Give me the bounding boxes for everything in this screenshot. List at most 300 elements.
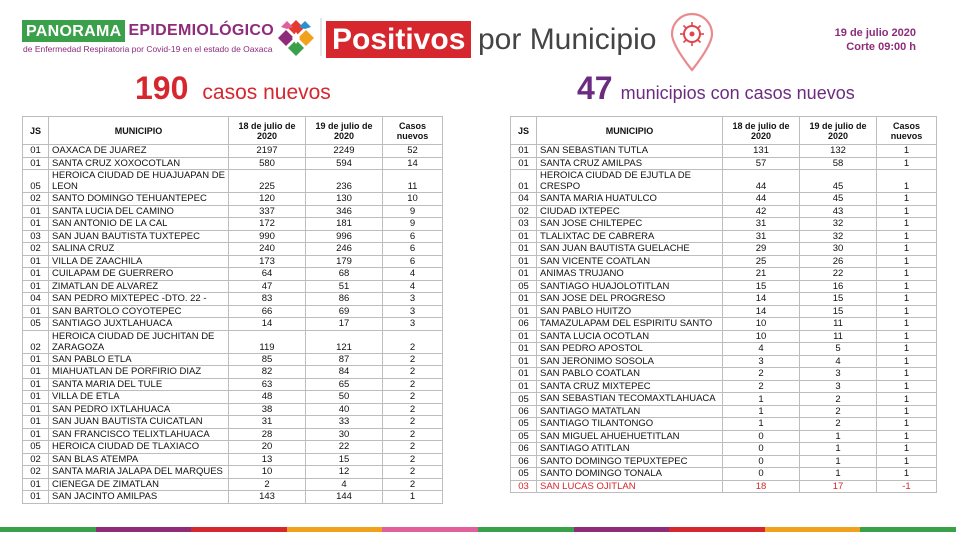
cell-casos: 1 (877, 393, 937, 406)
new-cases-number: 190 (135, 70, 189, 106)
table-row (511, 293, 937, 306)
cell-casos: 1 (877, 268, 937, 281)
table-row (511, 355, 937, 368)
cell-d18: 580 (229, 157, 306, 170)
cell-municipio: CIENEGA DE ZIMATLAN (49, 478, 229, 491)
cell-municipio: SANTIAGO TILANTONGO (537, 418, 723, 431)
cell-d18: 82 (229, 366, 306, 379)
table-row (23, 416, 443, 429)
cell-municipio: MIAHUATLAN DE PORFIRIO DIAZ (49, 366, 229, 379)
cell-d19: 51 (306, 280, 383, 293)
table-body-right (511, 145, 937, 493)
table-row (23, 391, 443, 404)
cell-d19: 130 (306, 193, 383, 206)
cell-d18: 48 (229, 391, 306, 404)
cell-d19: 86 (306, 293, 383, 306)
cell-d18: 38 (229, 403, 306, 416)
cell-municipio: SANTA LUCIA OCOTLAN (537, 330, 723, 343)
cell-d18: 64 (229, 268, 306, 281)
cell-municipio: SAN PEDRO APOSTOL (537, 343, 723, 356)
cell-casos: 2 (383, 378, 443, 391)
cell-casos: 2 (383, 478, 443, 491)
cell-js: 01 (511, 380, 537, 393)
cell-municipio: SAN PEDRO IXTLAHUACA (49, 403, 229, 416)
cell-d19: 2 (800, 405, 877, 418)
cell-js: 01 (511, 293, 537, 306)
table-row (511, 205, 937, 218)
cell-d19: 996 (306, 230, 383, 243)
report-cut: Corte 09:00 h (846, 41, 916, 53)
cell-d19: 84 (306, 366, 383, 379)
cell-d18: 85 (229, 353, 306, 366)
table-row (511, 193, 937, 206)
cell-js: 05 (511, 280, 537, 293)
cell-d18: 2 (229, 478, 306, 491)
cell-casos: 9 (383, 218, 443, 231)
cell-casos: 1 (877, 293, 937, 306)
cell-d19: 40 (306, 403, 383, 416)
cell-casos: 1 (877, 193, 937, 206)
title-por-municipio: por Municipio (478, 23, 657, 56)
cell-d19: 4 (306, 478, 383, 491)
cell-d19: 1 (800, 455, 877, 468)
cell-js: 06 (511, 405, 537, 418)
table-row (511, 145, 937, 158)
cell-d18: 2 (723, 368, 800, 381)
table-row (23, 218, 443, 231)
brand-subtitle: de Enfermedad Respiratoria por Covid-19 en el estado de Oaxaca (23, 44, 273, 54)
cell-d18: 18 (723, 480, 800, 493)
cell-js: 01 (23, 478, 49, 491)
report-date: 19 de julio 2020 (834, 27, 916, 39)
cell-casos: 1 (877, 145, 937, 158)
cell-municipio: CUILAPAM DE GUERRERO (49, 268, 229, 281)
cell-js: 01 (23, 268, 49, 281)
cell-d19: 3 (800, 368, 877, 381)
table-row (23, 403, 443, 416)
cell-municipio: SAN JUAN BAUTISTA TUXTEPEC (49, 230, 229, 243)
cell-d18: 10 (723, 330, 800, 343)
cell-js: 01 (511, 157, 537, 170)
cell-d18: 173 (229, 255, 306, 268)
table-row (23, 230, 443, 243)
cell-d19: 121 (306, 330, 383, 353)
cell-d18: 42 (723, 205, 800, 218)
cell-casos: 14 (383, 157, 443, 170)
cell-municipio: CIUDAD IXTEPEC (537, 205, 723, 218)
cell-d19: 12 (306, 466, 383, 479)
cell-js: 01 (511, 330, 537, 343)
cell-d19: 15 (800, 293, 877, 306)
cell-d19: 50 (306, 391, 383, 404)
cell-js: 03 (23, 230, 49, 243)
brand-epidemiologico: EPIDEMIOLÓGICO (128, 22, 274, 39)
cell-municipio: HEROICA CIUDAD DE JUCHITAN DE ZARAGOZA (49, 330, 229, 353)
cell-municipio: SANTO DOMINGO TEHUANTEPEC (49, 193, 229, 206)
header-19-julio: 19 de julio de 2020 (306, 117, 383, 145)
cell-js: 01 (23, 366, 49, 379)
table-row (23, 293, 443, 306)
cell-municipio: SANTO DOMINGO TONALA (537, 468, 723, 481)
cell-d19: 17 (306, 318, 383, 331)
cell-d19: 33 (306, 416, 383, 429)
municipality-table-right (510, 116, 937, 493)
cell-d18: 13 (229, 453, 306, 466)
new-cases-stat (135, 70, 331, 107)
table-row (23, 330, 443, 353)
cell-d18: 4 (723, 343, 800, 356)
cell-js: 02 (23, 243, 49, 256)
table-row (23, 243, 443, 256)
table-row (23, 157, 443, 170)
cell-js: 05 (23, 441, 49, 454)
cell-d18: 1 (723, 405, 800, 418)
cell-js: 05 (23, 170, 49, 193)
cell-d19: 2249 (306, 145, 383, 158)
cell-casos: 4 (383, 280, 443, 293)
cell-casos: 52 (383, 145, 443, 158)
cell-municipio: SAN VICENTE COATLAN (537, 255, 723, 268)
cell-d19: 181 (306, 218, 383, 231)
cell-d18: 2197 (229, 145, 306, 158)
cell-municipio: SAN PABLO ETLA (49, 353, 229, 366)
cell-d18: 3 (723, 355, 800, 368)
cell-d18: 14 (723, 305, 800, 318)
cell-casos: 1 (877, 418, 937, 431)
cell-d18: 25 (723, 255, 800, 268)
header-casos-nuevos: Casos nuevos (383, 117, 443, 145)
cell-d19: 2 (800, 418, 877, 431)
table-header-row (511, 117, 937, 145)
cell-d18: 21 (723, 268, 800, 281)
cell-d18: 29 (723, 243, 800, 256)
cell-d19: 179 (306, 255, 383, 268)
municipalities-number: 47 (577, 70, 613, 106)
cell-municipio: SAN JUAN BAUTISTA CUICATLAN (49, 416, 229, 429)
table-row (23, 305, 443, 318)
date-info (835, 26, 916, 54)
cell-d19: 1 (800, 430, 877, 443)
cell-municipio: SAN ANTONIO DE LA CAL (49, 218, 229, 231)
cell-casos: 1 (877, 280, 937, 293)
table-row (23, 268, 443, 281)
cell-d19: 1 (800, 468, 877, 481)
cell-municipio: SANTA MARIA JALAPA DEL MARQUES (49, 466, 229, 479)
cell-js: 01 (511, 145, 537, 158)
cell-d18: 57 (723, 157, 800, 170)
cell-municipio: SAN BARTOLO COYOTEPEC (49, 305, 229, 318)
cell-js: 01 (23, 157, 49, 170)
cell-d19: 17 (800, 480, 877, 493)
cell-js: 05 (511, 430, 537, 443)
cell-casos: 2 (383, 403, 443, 416)
cell-d18: 66 (229, 305, 306, 318)
cell-d19: 3 (800, 380, 877, 393)
cell-casos: 10 (383, 193, 443, 206)
cell-js: 01 (23, 255, 49, 268)
cell-municipio: SAN MIGUEL AHUEHUETITLAN (537, 430, 723, 443)
cell-d19: 22 (800, 268, 877, 281)
cell-d19: 65 (306, 378, 383, 391)
cell-d18: 0 (723, 455, 800, 468)
cell-casos: 6 (383, 243, 443, 256)
cell-js: 01 (511, 243, 537, 256)
cell-js: 01 (511, 305, 537, 318)
cell-d18: 28 (229, 428, 306, 441)
cell-municipio: SAN JUAN BAUTISTA GUELACHE (537, 243, 723, 256)
cell-d18: 0 (723, 430, 800, 443)
table-row (23, 478, 443, 491)
table-row (511, 170, 937, 193)
table-body-left (23, 145, 443, 504)
cell-js: 02 (23, 466, 49, 479)
cell-d18: 2 (723, 380, 800, 393)
cell-d19: 132 (800, 145, 877, 158)
header-js: JS (23, 117, 49, 145)
cell-d19: 4 (800, 355, 877, 368)
cell-municipio: SANTA LUCIA DEL CAMINO (49, 205, 229, 218)
table-row (511, 243, 937, 256)
cell-js: 06 (511, 318, 537, 331)
cell-d18: 120 (229, 193, 306, 206)
cell-municipio: SANTA MARIA DEL TULE (49, 378, 229, 391)
cell-js: 05 (23, 318, 49, 331)
cell-d18: 31 (723, 218, 800, 231)
cell-casos: 1 (877, 343, 937, 356)
cell-d18: 0 (723, 468, 800, 481)
cell-d18: 10 (229, 466, 306, 479)
table-row (511, 405, 937, 418)
cell-casos: 1 (877, 157, 937, 170)
cell-municipio: ZIMATLAN DE ALVAREZ (49, 280, 229, 293)
cell-municipio: ANIMAS TRUJANO (537, 268, 723, 281)
cell-d18: 44 (723, 193, 800, 206)
cell-js: 01 (511, 343, 537, 356)
cell-d19: 2 (800, 393, 877, 406)
table-row (23, 145, 443, 158)
cell-casos: 1 (877, 318, 937, 331)
cell-municipio: SAN PEDRO MIXTEPEC -DTO. 22 - (49, 293, 229, 306)
cell-municipio: SAN JACINTO AMILPAS (49, 491, 229, 504)
cell-js: 01 (23, 280, 49, 293)
table-row (23, 491, 443, 504)
cell-js: 05 (511, 393, 537, 406)
title-positivos: Positivos (326, 21, 471, 58)
cell-municipio: SANTA CRUZ XOXOCOTLAN (49, 157, 229, 170)
table-row (23, 170, 443, 193)
brand-logo (22, 20, 274, 54)
cell-municipio: HEROICA CIUDAD DE TLAXIACO (49, 441, 229, 454)
cell-d18: 63 (229, 378, 306, 391)
cell-d19: 32 (800, 230, 877, 243)
cell-casos: 2 (383, 466, 443, 479)
cell-js: 03 (511, 480, 537, 493)
cell-d19: 11 (800, 330, 877, 343)
virus-location-pin-icon (668, 12, 716, 74)
cell-d19: 32 (800, 218, 877, 231)
cell-municipio: SAN LUCAS OJITLAN (537, 480, 723, 493)
table-row (511, 218, 937, 231)
cell-casos: 2 (383, 416, 443, 429)
municipality-table-left (22, 116, 443, 504)
cell-casos: 1 (877, 218, 937, 231)
cell-d19: 26 (800, 255, 877, 268)
cell-municipio: VILLA DE ZAACHILA (49, 255, 229, 268)
cell-js: 05 (511, 418, 537, 431)
cell-js: 01 (23, 391, 49, 404)
table-row (23, 378, 443, 391)
cell-municipio: TLALIXTAC DE CABRERA (537, 230, 723, 243)
cell-municipio: SANTA MARIA HUATULCO (537, 193, 723, 206)
table-row (511, 330, 937, 343)
header-municipio: MUNICIPIO (49, 117, 229, 145)
municipalities-label: municipios con casos nuevos (620, 83, 855, 103)
table-row (511, 157, 937, 170)
cell-casos: 1 (877, 243, 937, 256)
cell-casos: 1 (877, 230, 937, 243)
cell-js: 01 (511, 368, 537, 381)
table-row (23, 366, 443, 379)
cell-d19: 30 (306, 428, 383, 441)
cell-d18: 990 (229, 230, 306, 243)
cell-casos: 2 (383, 428, 443, 441)
cell-js: 03 (511, 218, 537, 231)
table-row (511, 268, 937, 281)
brand-panorama: PANORAMA (22, 20, 125, 42)
cell-municipio: SAN JOSE DEL PROGRESO (537, 293, 723, 306)
cell-municipio: SANTIAGO ATITLAN (537, 443, 723, 456)
cell-municipio: HEROICA CIUDAD DE EJUTLA DE CRESPO (537, 170, 723, 193)
cell-d18: 1 (723, 393, 800, 406)
bottom-color-bar (0, 527, 956, 532)
table-row (23, 255, 443, 268)
cell-d18: 15 (723, 280, 800, 293)
cell-d19: 11 (800, 318, 877, 331)
cell-d18: 47 (229, 280, 306, 293)
cell-d19: 68 (306, 268, 383, 281)
table-row (511, 318, 937, 331)
cell-casos: 9 (383, 205, 443, 218)
table-row (511, 280, 937, 293)
cell-casos: 2 (383, 441, 443, 454)
table-row (23, 453, 443, 466)
cell-casos: 1 (877, 170, 937, 193)
cell-d19: 45 (800, 170, 877, 193)
cell-d18: 31 (723, 230, 800, 243)
cell-municipio: OAXACA DE JUAREZ (49, 145, 229, 158)
cell-d19: 1 (800, 443, 877, 456)
header-18-julio: 18 de julio de 2020 (723, 117, 800, 145)
cell-d19: 16 (800, 280, 877, 293)
cell-casos: 2 (383, 353, 443, 366)
cell-d18: 44 (723, 170, 800, 193)
cell-municipio: SAN BLAS ATEMPA (49, 453, 229, 466)
cell-municipio: SANTA CRUZ AMILPAS (537, 157, 723, 170)
cell-js: 01 (23, 378, 49, 391)
cell-casos: 4 (383, 268, 443, 281)
cell-d18: 14 (229, 318, 306, 331)
cell-municipio: SANTIAGO MATATLAN (537, 405, 723, 418)
cell-casos: 1 (877, 430, 937, 443)
table-row (511, 430, 937, 443)
cell-casos: 1 (877, 305, 937, 318)
cell-js: 04 (511, 193, 537, 206)
cell-casos: 1 (877, 468, 937, 481)
cell-municipio: SANTO DOMINGO TEPUXTEPEC (537, 455, 723, 468)
cell-d18: 10 (723, 318, 800, 331)
cell-d19: 15 (306, 453, 383, 466)
cell-d19: 594 (306, 157, 383, 170)
cell-casos: 2 (383, 391, 443, 404)
cell-d19: 30 (800, 243, 877, 256)
header-js: JS (511, 117, 537, 145)
cell-municipio: SANTIAGO HUAJOLOTITLAN (537, 280, 723, 293)
header-18-julio: 18 de julio de 2020 (229, 117, 306, 145)
cell-js: 01 (23, 428, 49, 441)
cell-js: 04 (23, 293, 49, 306)
cell-js: 01 (23, 305, 49, 318)
cell-d19: 246 (306, 243, 383, 256)
cell-js: 01 (23, 403, 49, 416)
cell-d18: 131 (723, 145, 800, 158)
cell-casos: 6 (383, 230, 443, 243)
table-row (511, 455, 937, 468)
cell-casos: 11 (383, 170, 443, 193)
cell-d19: 87 (306, 353, 383, 366)
municipalities-stat (577, 70, 855, 107)
table-row (511, 305, 937, 318)
cell-casos: 2 (383, 366, 443, 379)
table-row (23, 353, 443, 366)
cell-d18: 1 (723, 418, 800, 431)
table-row (23, 428, 443, 441)
cell-municipio: SAN JERONIMO SOSOLA (537, 355, 723, 368)
cell-d19: 43 (800, 205, 877, 218)
cell-casos: 1 (877, 368, 937, 381)
cell-casos: 1 (383, 491, 443, 504)
cell-d19: 236 (306, 170, 383, 193)
cell-js: 02 (23, 330, 49, 353)
cell-js: 01 (23, 205, 49, 218)
cell-js: 01 (23, 491, 49, 504)
header-19-julio: 19 de julio de 2020 (800, 117, 877, 145)
new-cases-label: casos nuevos (202, 81, 331, 104)
cell-js: 02 (23, 193, 49, 206)
cell-js: 06 (511, 455, 537, 468)
header-municipio: MUNICIPIO (537, 117, 723, 145)
cell-d19: 45 (800, 193, 877, 206)
header-casos-nuevos: Casos nuevos (877, 117, 937, 145)
cell-js: 06 (511, 443, 537, 456)
cell-municipio: HEROICA CIUDAD DE HUAJUAPAN DE LEON (49, 170, 229, 193)
table-row (23, 205, 443, 218)
cell-d18: 20 (229, 441, 306, 454)
cell-municipio: SAN JOSE CHILTEPEC (537, 218, 723, 231)
cell-casos: 1 (877, 405, 937, 418)
header-divider (320, 18, 322, 56)
cell-d18: 119 (229, 330, 306, 353)
cell-casos: 2 (383, 453, 443, 466)
cell-municipio: SANTA CRUZ MIXTEPEC (537, 380, 723, 393)
cell-d18: 240 (229, 243, 306, 256)
cell-casos: 2 (383, 330, 443, 353)
cell-casos: 6 (383, 255, 443, 268)
cell-casos: 3 (383, 293, 443, 306)
cell-casos: 1 (877, 255, 937, 268)
cell-d19: 144 (306, 491, 383, 504)
flower-logo-icon (276, 18, 316, 58)
cell-d19: 15 (800, 305, 877, 318)
